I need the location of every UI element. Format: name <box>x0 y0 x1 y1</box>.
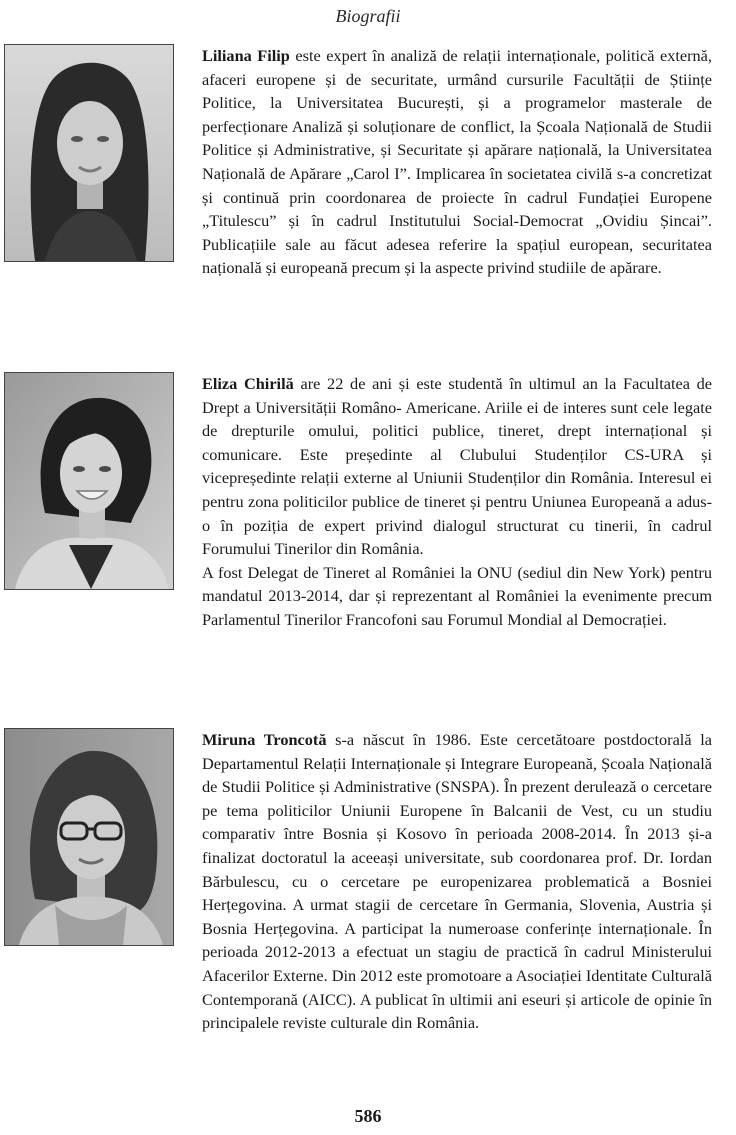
running-head: Biografii <box>335 6 401 26</box>
person-name: Miruna Troncotă <box>202 730 327 749</box>
portrait-photo <box>4 372 174 590</box>
bio-paragraph: A fost Delegat de Tineret al României la ONU (sediul din New York) pentru mandatul 2013-2014, dar și reprezentant al României la evenimente precum Parlamentul Tinerilor Francofoni sau Forumul Mondial al Democrației. <box>202 562 712 629</box>
portrait-photo <box>4 728 174 946</box>
page-number: 586 <box>354 1106 382 1126</box>
portrait-photo <box>4 44 174 262</box>
biography-text <box>202 44 712 280</box>
biography-text <box>202 372 712 632</box>
bio-paragraph: Liliana Filip este expert în analiză de relații internaționale, politică externă, afaceri europene și de securitate, urmând cursurile Facultății de Științe Politice, la Universitatea București, și a programelor masterale de perfecționare Analiză și soluționare de conflict, la Școala Națională de Studii Politice și Administrative, și Securitate și apărare națională, la Universitatea Națională de Apărare „Carol I”. Implicarea în societatea civilă s-a concretizat și continuă prin coordonarea de proiecte în cadrul Fundației Europene „Titulescu” și în cadrul Institutului Social-Democrat „Ovidiu Șincai”. Publicațiile sale au făcut adesea referire la spațiul european, securitatea națională și europeană precum și la aspecte privind studiile de apărare. <box>202 46 712 278</box>
biography-text <box>202 728 712 1035</box>
person-name: Eliza Chirilă <box>202 374 294 393</box>
bio-paragraph: Miruna Troncotă s-a născut în 1986. Este cercetătoare postdoctorală la Departamentul Relații Internaționale și Integrare Europeană, Școala Națională de Studii Politice și Administrative (SNSPA). În prezent derulează o cercetare pe tema politicilor Uniunii Europene în Balcanii de Vest, cu un studiu comparativ între Bosnia și Kosovo în perioada 2008-2014. În 2013 și-a finalizat doctoratul la aceeași universitate, sub coordonarea prof. Dr. Iordan Bărbulescu, cu o cercetare pe europenizarea problematică a Bosniei Herțegovina. A urmat stagii de cercetare în Germania, Slovenia, Austria și Bosnia Herțegovina. A participat la numeroase conferințe internaționale. În perioada 2012-2013 a efectuat un stagiu de practică în cadrul Ministerului Afacerilor Externe. Din 2012 este promotoare a Asociației Identitate Culturală Contemporană (AICC). A publicat în ultimii ani eseuri și articole de opinie în principalele reviste culturale din România. <box>202 730 713 1033</box>
bio-paragraph: Eliza Chirilă are 22 de ani și este studentă în ultimul an la Facultatea de Drept a Universității Româno- Americane. Ariile ei de interes sunt cele legate de drepturile omului, politici publice, tineret, drept internațional și comunicare. Este președinte al Clubului Studenților CS-URA și vicepreședinte relații externe al Uniunii Studenților din România. Interesul ei pentru zona politicilor publice de tineret și pentru Uniunea Europeană a adus-o în poziția de expert privind dialogul structurat cu tinerii, în cadrul Forumului Tinerilor din România. <box>202 374 713 559</box>
person-name: Liliana Filip <box>202 46 290 65</box>
